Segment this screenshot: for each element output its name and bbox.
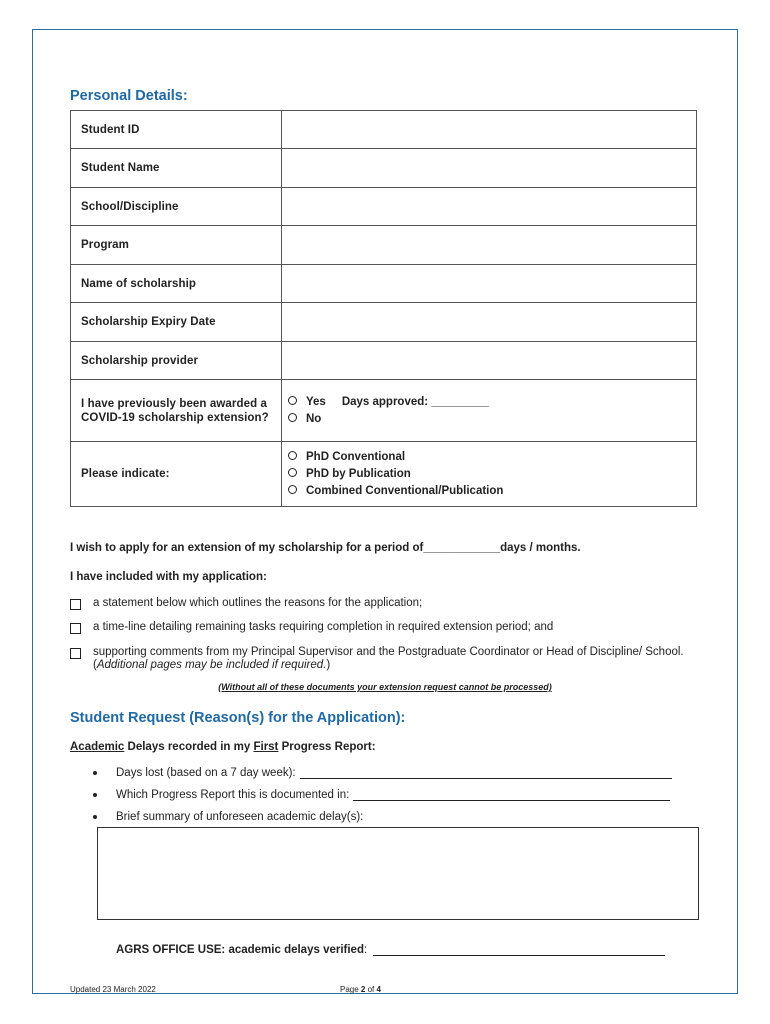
radio-icon — [288, 468, 297, 477]
checkbox-icon[interactable] — [70, 599, 81, 610]
progress-report-label: Which Progress Report this is documented in: — [116, 789, 350, 801]
radio-icon — [288, 451, 297, 460]
phd-conventional-option[interactable] — [288, 449, 686, 466]
table-row — [71, 188, 697, 226]
please-indicate-label: Please indicate: — [71, 442, 282, 507]
bullet-icon — [93, 793, 97, 797]
program-field[interactable] — [282, 226, 697, 265]
first-word: First — [253, 741, 279, 753]
office-use-row — [116, 944, 665, 956]
scholarship-provider-label: Scholarship provider — [71, 342, 282, 380]
checklist-item-timeline[interactable] — [70, 621, 710, 634]
scholarship-expiry-field[interactable] — [282, 303, 697, 342]
current-page: 2 — [360, 985, 366, 994]
subheading-end: Progress Report: — [278, 741, 376, 753]
table-row — [71, 265, 697, 303]
student-name-field[interactable] — [282, 149, 697, 188]
days-approved-field[interactable]: Days approved: _________ — [341, 395, 489, 408]
table-row — [71, 342, 697, 380]
progress-report-field[interactable] — [353, 789, 670, 801]
page-number — [340, 985, 381, 994]
academic-word: Academic — [70, 741, 125, 753]
radio-icon — [288, 413, 297, 422]
table-row — [71, 380, 697, 442]
scholarship-name-label: Name of scholarship — [71, 265, 282, 303]
program-label: Program — [71, 226, 282, 265]
scholarship-name-field[interactable] — [282, 265, 697, 303]
updated-date: Updated 23 March 2022 — [70, 985, 156, 994]
brief-summary-label: Brief summary of unforeseen academic delay(s): — [116, 811, 364, 823]
list-item — [93, 762, 672, 784]
scholarship-expiry-label: Scholarship Expiry Date — [71, 303, 282, 342]
phd-publication-option[interactable] — [288, 466, 686, 483]
delay-details-list — [93, 762, 672, 828]
scholarship-provider-field[interactable] — [282, 342, 697, 380]
checklist-item-statement[interactable] — [70, 597, 710, 610]
covid-extension-label: I have previously been awarded a COVID-19 scholarship extension? — [71, 380, 282, 442]
combined-option[interactable] — [288, 483, 686, 500]
delay-summary-textarea[interactable] — [97, 827, 699, 920]
page-prefix: Page — [340, 985, 361, 994]
radio-icon — [288, 396, 297, 405]
covid-no-option[interactable] — [288, 411, 686, 428]
page-of: of — [365, 985, 377, 994]
table-row — [71, 442, 697, 507]
phd-conventional-label: PhD Conventional — [306, 450, 406, 463]
school-discipline-field[interactable] — [282, 188, 697, 226]
checkbox-icon[interactable] — [70, 648, 81, 659]
subheading-mid: Delays recorded in my — [124, 741, 254, 753]
program-type-options — [282, 442, 697, 507]
list-item — [93, 806, 672, 828]
checklist-item-supporting-comments[interactable] — [70, 646, 710, 672]
extension-period-statement: I wish to apply for an extension of my scholarship for a period of____________days / months. — [70, 542, 581, 554]
table-row — [71, 149, 697, 188]
personal-details-table — [70, 110, 697, 507]
academic-delays-subheading — [70, 741, 376, 753]
days-lost-field[interactable] — [300, 767, 672, 779]
combined-label: Combined Conventional/Publication — [306, 484, 504, 497]
checklist-item-label: a time-line detailing remaining tasks requiring completion in required extension period; and — [93, 621, 554, 633]
additional-pages-note: Additional pages may be included if required. — [96, 659, 327, 671]
covid-no-label: No — [306, 412, 322, 425]
checklist-item-label: a statement below which outlines the reasons for the application; — [93, 597, 423, 609]
list-item — [93, 784, 672, 806]
student-name-label: Student Name — [71, 149, 282, 188]
days-lost-label: Days lost (based on a 7 day week): — [116, 767, 296, 779]
office-use-field[interactable] — [373, 944, 665, 956]
office-use-colon: : — [363, 944, 368, 956]
radio-icon — [288, 485, 297, 494]
student-id-label: Student ID — [71, 111, 282, 149]
included-heading: I have included with my application: — [70, 571, 267, 583]
school-discipline-label: School/Discipline — [71, 188, 282, 226]
phd-publication-label: PhD by Publication — [306, 467, 411, 480]
table-row — [71, 111, 697, 149]
supporting-comments-text: supporting comments from my Principal Supervisor and the Postgraduate Coordinator or Head of Discipline/ School. ( — [93, 646, 684, 671]
office-use-label: AGRS OFFICE USE: academic delays verified — [116, 944, 364, 956]
documents-required-note: (Without all of these documents your extension request cannot be processed) — [218, 682, 552, 692]
total-pages: 4 — [376, 985, 381, 994]
table-row — [71, 303, 697, 342]
student-id-field[interactable] — [282, 111, 697, 149]
closing-paren: ) — [326, 659, 331, 671]
covid-extension-options — [282, 380, 697, 442]
checkbox-icon[interactable] — [70, 623, 81, 634]
covid-yes-option[interactable] — [288, 394, 686, 411]
bullet-icon — [93, 771, 97, 775]
personal-details-heading: Personal Details: — [70, 88, 188, 104]
covid-yes-label: Yes — [306, 395, 326, 408]
bullet-icon — [93, 815, 97, 819]
table-row — [71, 226, 697, 265]
checklist-item-label — [93, 646, 710, 672]
student-request-heading: Student Request (Reason(s) for the Application): — [70, 710, 406, 726]
